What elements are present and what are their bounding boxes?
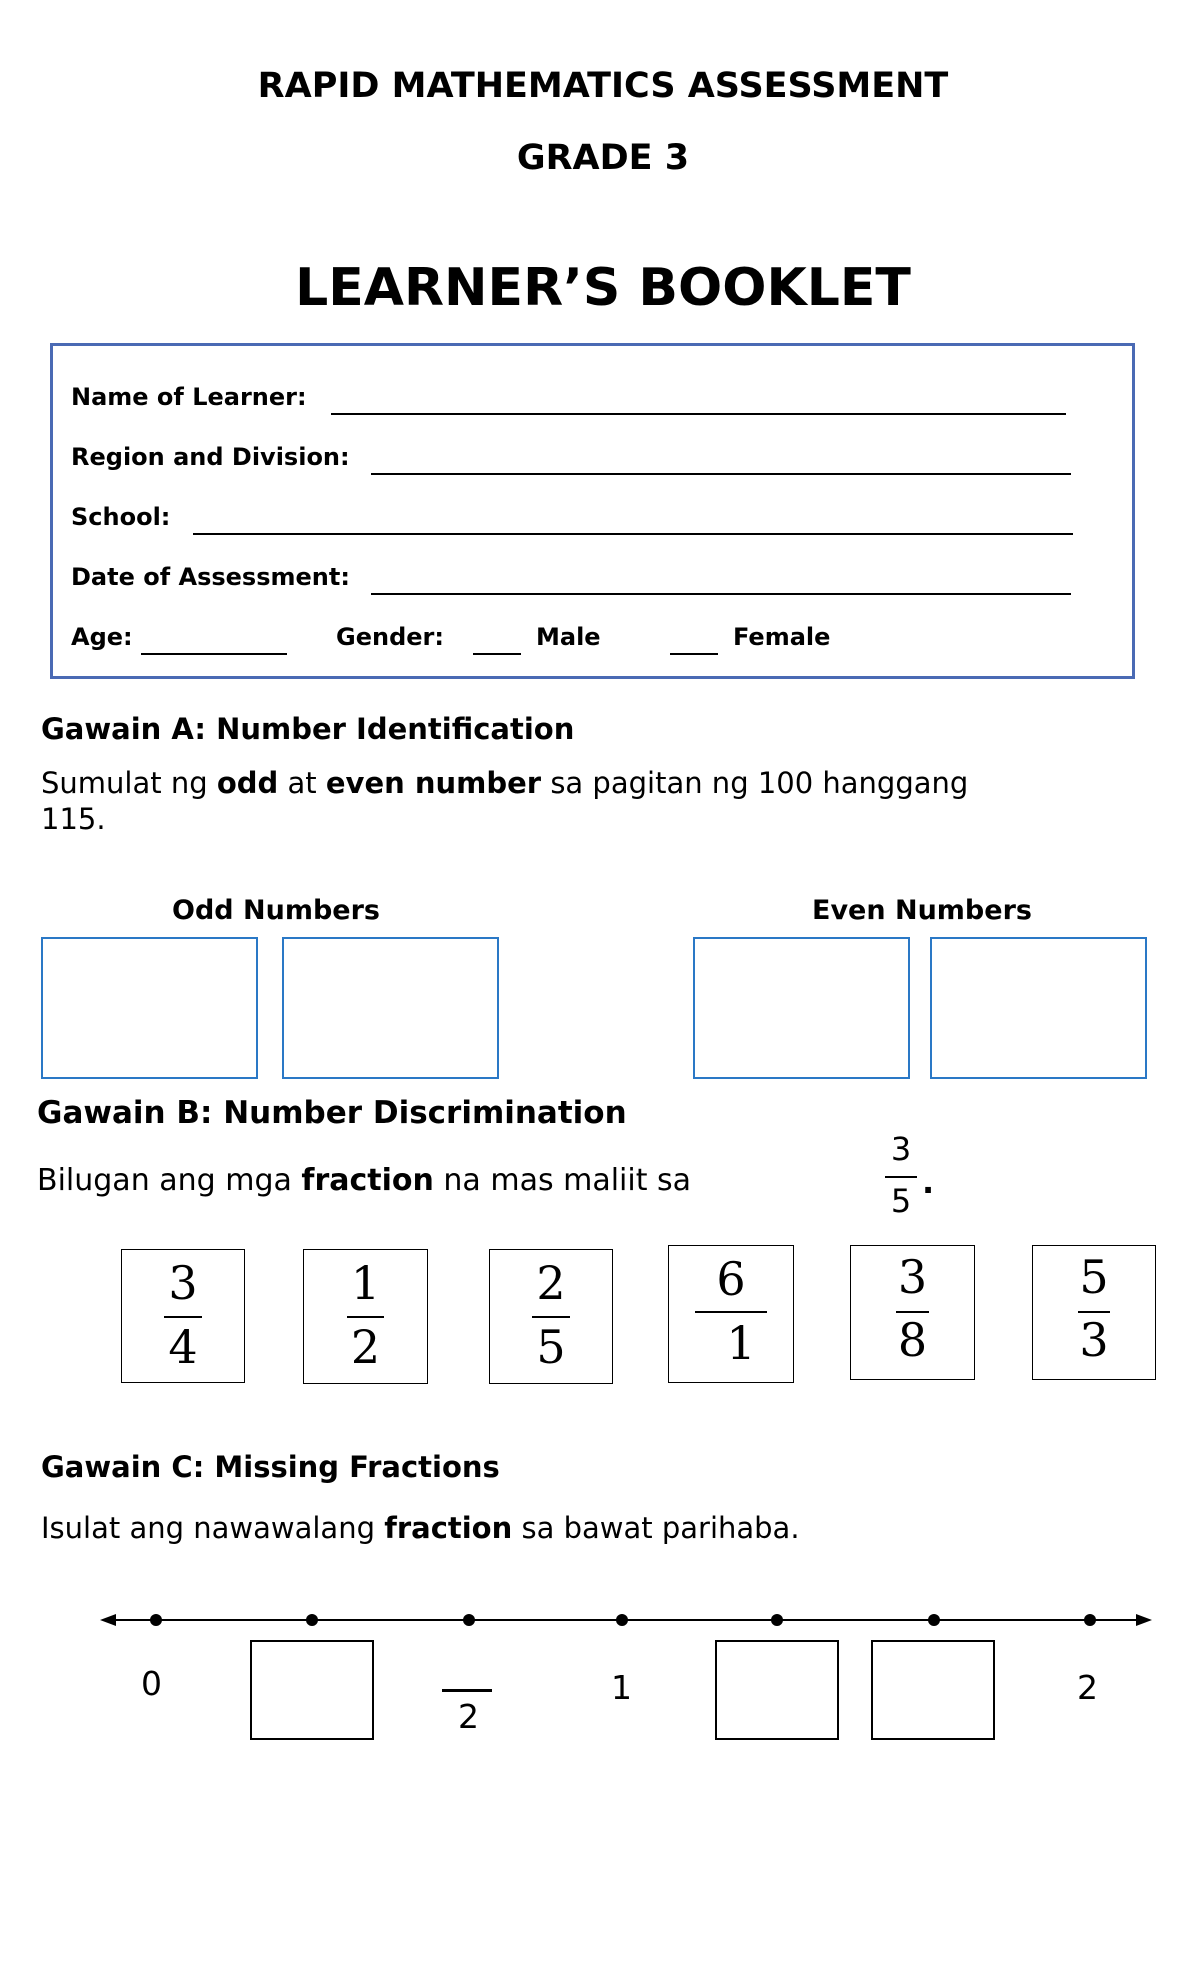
booklet-title: LEARNER’S BOOKLET xyxy=(295,258,911,318)
fraction-choice[interactable] xyxy=(1032,1245,1156,1380)
missing-fraction-box-3[interactable] xyxy=(871,1640,995,1740)
tick-point xyxy=(771,1614,783,1626)
fraction-denominator: 2 xyxy=(350,1320,381,1374)
fraction-numerator: 2 xyxy=(536,1256,566,1310)
gawain-c-instr-bold-fraction: fraction xyxy=(384,1511,513,1545)
female-blank[interactable] xyxy=(670,653,718,655)
fraction-numerator: 5 xyxy=(1079,1250,1109,1304)
gawain-b-instruction xyxy=(37,1163,691,1199)
gawain-b-instr-bold-fraction: fraction xyxy=(301,1163,434,1198)
school-label: School: xyxy=(71,503,171,531)
gawain-c-instr-text-1: Isulat ang nawawalang xyxy=(41,1511,385,1545)
half-fraction-bar xyxy=(442,1689,492,1692)
name-field[interactable] xyxy=(331,413,1066,415)
reference-period: . xyxy=(922,1163,935,1201)
gawain-c-title: Gawain C: Missing Fractions xyxy=(41,1450,500,1484)
age-label: Age: xyxy=(71,623,133,651)
fraction-choice[interactable] xyxy=(303,1249,428,1384)
reference-numerator: 3 xyxy=(890,1130,912,1168)
tick-point xyxy=(928,1614,940,1626)
grade-label: GRADE 3 xyxy=(516,138,690,178)
tick-point xyxy=(306,1614,318,1626)
male-blank[interactable] xyxy=(473,653,521,655)
fraction-choice[interactable] xyxy=(668,1245,794,1383)
number-line-label-0: 0 xyxy=(141,1664,162,1703)
even-numbers-heading: Even Numbers xyxy=(812,895,1032,926)
fraction-denominator: 3 xyxy=(1079,1313,1109,1367)
fraction-bar xyxy=(532,1316,570,1318)
even-answer-box-1[interactable] xyxy=(693,937,910,1079)
tick-point xyxy=(150,1614,162,1626)
female-label: Female xyxy=(733,623,831,651)
fraction-numerator: 1 xyxy=(350,1256,381,1310)
half-denominator: 2 xyxy=(458,1697,479,1736)
fraction-choice[interactable] xyxy=(850,1245,975,1380)
fraction-bar xyxy=(164,1316,202,1318)
learner-info-box xyxy=(50,343,1135,679)
fraction-denominator: 5 xyxy=(536,1320,566,1374)
name-label: Name of Learner: xyxy=(71,383,307,411)
region-label: Region and Division: xyxy=(71,443,350,471)
number-line-label-2: 2 xyxy=(1077,1668,1098,1707)
fraction-denominator: 8 xyxy=(897,1313,928,1367)
male-label: Male xyxy=(536,623,601,651)
reference-fraction-bar xyxy=(885,1176,917,1178)
odd-answer-box-1[interactable] xyxy=(41,937,258,1079)
fraction-numerator: 3 xyxy=(168,1256,198,1310)
assessment-title: RAPID MATHEMATICS ASSESSMENT xyxy=(257,66,949,106)
gawain-a-instr-bold-odd: odd xyxy=(216,766,279,800)
gawain-a-title: Gawain A: Number Identification xyxy=(41,712,575,746)
tick-point xyxy=(463,1614,475,1626)
gawain-b-instr-text-2: na mas maliit sa xyxy=(433,1163,692,1198)
gawain-a-instr-text-3: sa pagitan ng 100 hanggang xyxy=(541,766,969,800)
gawain-b-instr-text-1: Bilugan ang mga xyxy=(37,1163,302,1198)
odd-answer-box-2[interactable] xyxy=(282,937,499,1079)
reference-fraction xyxy=(880,1130,922,1222)
school-field[interactable] xyxy=(193,533,1073,535)
fraction-bar xyxy=(347,1316,384,1318)
fraction-denominator: 1 xyxy=(726,1316,756,1370)
tick-point xyxy=(1084,1614,1096,1626)
left-arrow-icon xyxy=(100,1614,116,1626)
fraction-numerator: 3 xyxy=(897,1250,928,1304)
region-field[interactable] xyxy=(371,473,1071,475)
missing-fraction-box-2[interactable] xyxy=(715,1640,839,1740)
gawain-a-instruction xyxy=(41,765,1171,837)
right-arrow-icon xyxy=(1136,1614,1152,1626)
gawain-a-instr-text-2: at xyxy=(278,766,326,800)
gawain-c-instruction xyxy=(41,1510,800,1546)
date-label: Date of Assessment: xyxy=(71,563,350,591)
gawain-c-instr-text-2: sa bawat parihaba. xyxy=(512,1511,800,1545)
number-line-label-1: 1 xyxy=(611,1668,632,1707)
age-field[interactable] xyxy=(141,653,287,655)
odd-numbers-heading: Odd Numbers xyxy=(172,895,380,926)
gawain-a-instr-text-1: Sumulat ng xyxy=(41,766,217,800)
gender-label: Gender: xyxy=(336,623,444,651)
gawain-b-title: Gawain B: Number Discrimination xyxy=(37,1095,627,1131)
fraction-denominator: 4 xyxy=(168,1320,198,1374)
number-line xyxy=(0,1600,1200,1640)
date-field[interactable] xyxy=(371,593,1071,595)
even-answer-box-2[interactable] xyxy=(930,937,1147,1079)
fraction-bar xyxy=(695,1311,767,1313)
tick-point xyxy=(616,1614,628,1626)
gawain-a-instr-text-4: 115. xyxy=(41,802,106,836)
missing-fraction-box-1[interactable] xyxy=(250,1640,374,1740)
fraction-choice[interactable] xyxy=(489,1249,613,1384)
gawain-a-instr-bold-even: even number xyxy=(325,766,542,800)
reference-denominator: 5 xyxy=(890,1182,912,1220)
fraction-numerator: 6 xyxy=(716,1252,746,1306)
fraction-choice[interactable] xyxy=(121,1249,245,1383)
